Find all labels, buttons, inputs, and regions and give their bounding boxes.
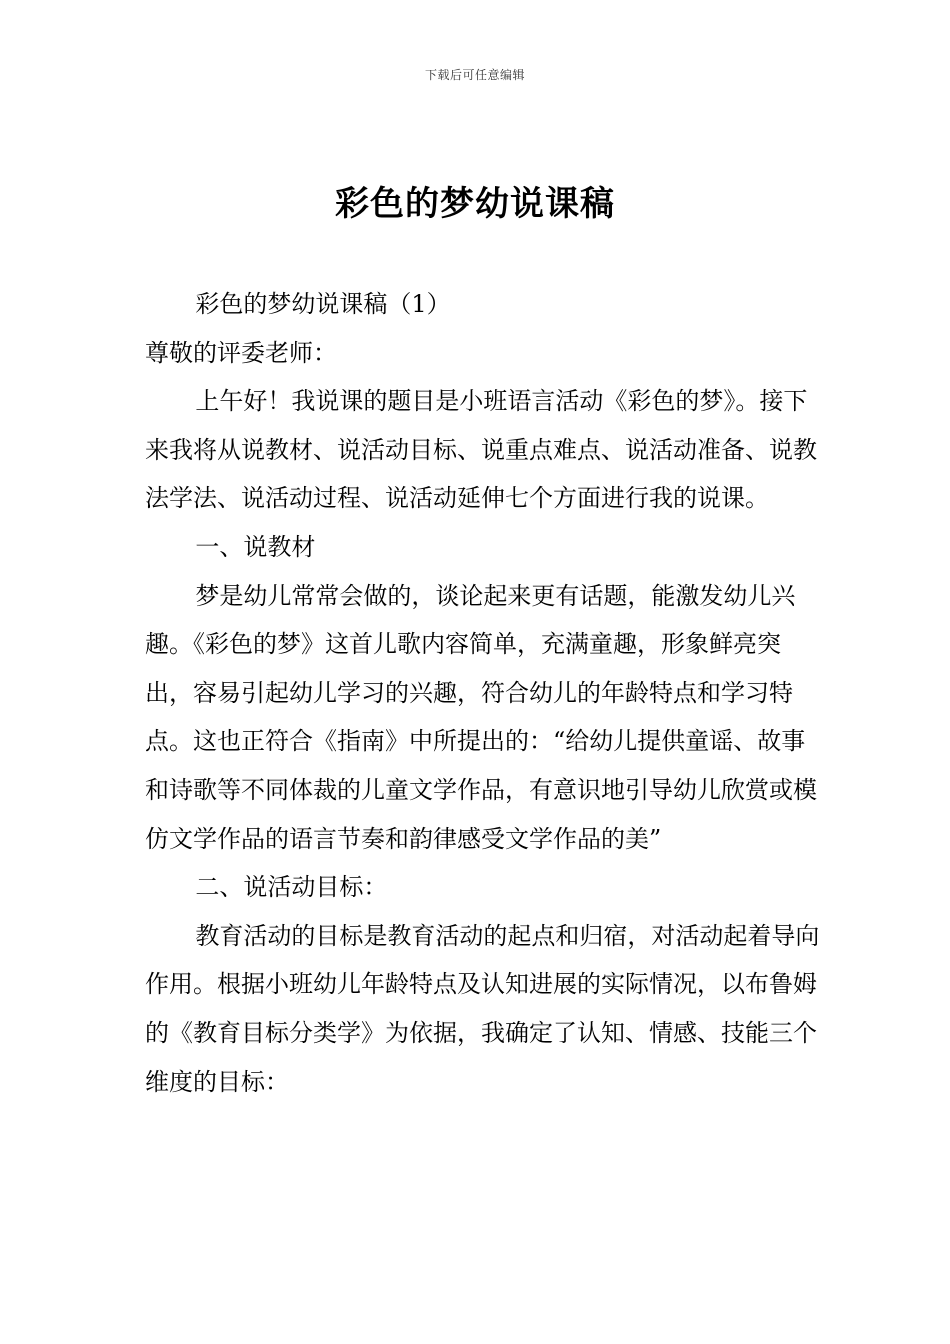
paragraph-intro: 上午好！我说课的题目是小班语言活动《彩色的梦》。接下来我将从说教材、说活动目标、说重点难点、说活动准备、说教法学法、说活动过程、说活动延伸七个方面进行我的说课。 (145, 387, 817, 513)
paragraph-objectives: 教育活动的目标是教育活动的起点和归宿，对活动起着导向作用。根据小班幼儿年龄特点及认知进展的实际情况，以布鲁姆的《教育目标分类学》为依据，我确定了认知、情感、技能三个维度的目标： (145, 921, 820, 1096)
header-note: 下载后可任意编辑 (424, 68, 525, 82)
paragraph-materials: 梦是幼儿常常会做的，谈论起来更有话题，能激发幼儿兴趣。《彩色的梦》这首儿歌内容简单，充满童趣，形象鲜亮突出，容易引起幼儿学习的兴趣，符合幼儿的年龄特点和学习特点。这也正符合《指南》中所提出的：“给幼儿提供童谣、故事和诗歌等不同体裁的儿童文学作品，有意识地引导幼儿欣赏或模仿文学作品的语言节奏和韵律感受文学作品的美” (145, 581, 817, 853)
section-heading-1: 一、说教材 (195, 532, 316, 561)
paragraph-salutation: 尊敬的评委老师： (145, 338, 337, 367)
page-title: 彩色的梦幼说课稿 (335, 184, 615, 224)
document-body (145, 280, 825, 1106)
paragraph-subtitle: 彩色的梦幼说课稿（1） (195, 290, 451, 318)
section-heading-2: 二、说活动目标： (195, 873, 388, 902)
